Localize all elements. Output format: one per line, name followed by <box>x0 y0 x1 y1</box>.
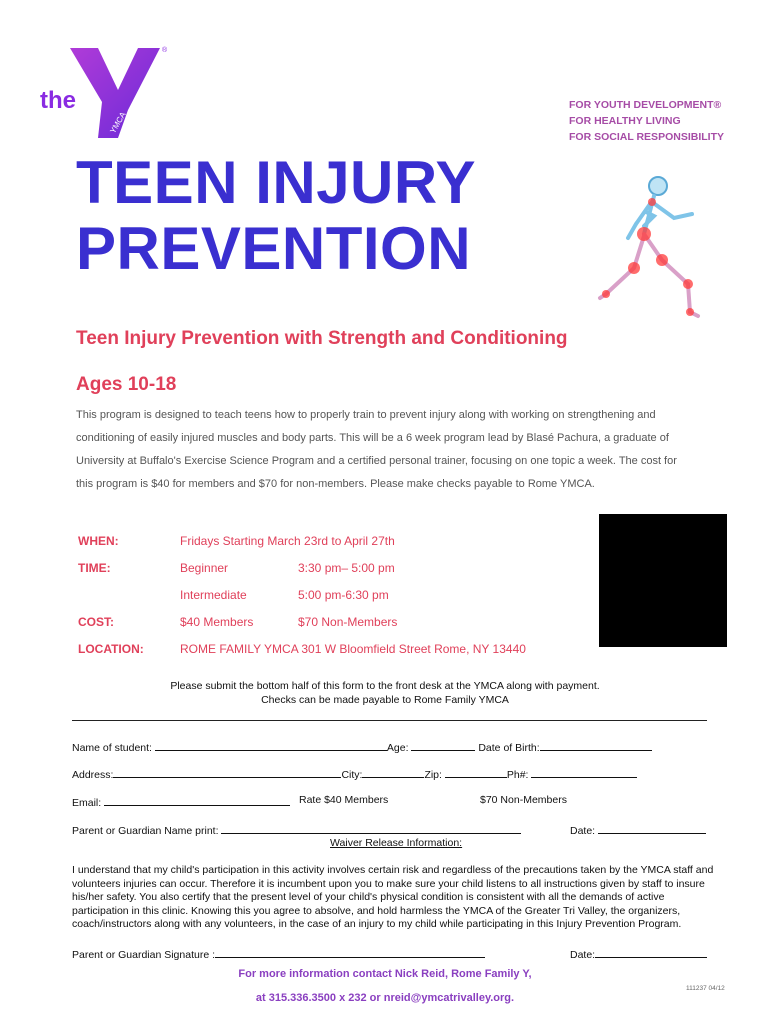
subtitle: Teen Injury Prevention with Strength and Conditioning <box>76 328 568 349</box>
address-field[interactable] <box>113 766 341 778</box>
ymca-logo-icon <box>40 40 180 145</box>
checks-payable: Checks can be made payable to Rome Family YMCA <box>261 694 509 706</box>
when-value: Fridays Starting March 23rd to April 27th <box>180 534 395 548</box>
signature-field[interactable] <box>215 946 485 958</box>
date2-field[interactable] <box>595 946 707 958</box>
logo-sub: YMCA <box>108 110 128 135</box>
location-value: ROME FAMILY YMCA 301 W Bloomfield Street Rome, NY 13440 <box>180 642 526 656</box>
email-field[interactable] <box>104 794 290 806</box>
cost-label: COST: <box>78 615 114 629</box>
divider <box>72 720 707 721</box>
title-line-1: TEEN INJURY <box>76 149 477 216</box>
submit-instructions: Please submit the bottom half of this form to the front desk at the YMCA along with payment. <box>170 680 600 692</box>
city-label: City: <box>341 769 363 781</box>
document-code: 111237 04/12 <box>686 985 725 992</box>
signature-label: Parent or Guardian Signature : <box>72 949 216 961</box>
running-skeleton-icon <box>592 172 720 332</box>
time-label: TIME: <box>78 561 111 575</box>
form-row-date2 <box>570 946 707 961</box>
email-label: Email: <box>72 797 102 809</box>
phone-field[interactable] <box>531 766 637 778</box>
logo-word: the <box>40 87 76 114</box>
zip-label: Zip: <box>424 769 442 781</box>
form-row-address <box>72 766 637 781</box>
title-line-2: PREVENTION <box>76 215 472 282</box>
time-level-beginner: Beginner <box>180 561 229 575</box>
when-label: WHEN: <box>78 534 119 548</box>
date-field[interactable] <box>598 822 706 834</box>
time-value-intermediate: 5:00 pm-6:30 pm <box>298 588 389 602</box>
form-row-name <box>72 739 652 754</box>
tagline-line: FOR YOUTH DEVELOPMENT® <box>569 99 722 111</box>
rate-nonmember[interactable]: $70 Non-Members <box>480 794 567 806</box>
black-image-placeholder <box>599 514 727 647</box>
date2-label: Date: <box>570 949 596 961</box>
name-field[interactable] <box>155 739 387 751</box>
contact-line-2: at 315.336.3500 x 232 or nreid@ymcatrivalley.org. <box>255 992 515 1004</box>
form-row-guardian <box>72 822 521 837</box>
logo-registered: ® <box>162 47 168 54</box>
time-value-beginner: 3:30 pm– 5:00 pm <box>298 561 395 575</box>
form-row-email <box>72 794 290 809</box>
name-label: Name of student: <box>72 742 152 754</box>
address-label: Address: <box>72 769 114 781</box>
waiver-heading: Waiver Release Information: <box>330 837 463 849</box>
page-title <box>76 150 476 282</box>
age-label: Age: <box>386 742 409 754</box>
tagline <box>569 97 724 145</box>
cost-member: $40 Members <box>180 615 254 629</box>
time-level-intermediate: Intermediate <box>180 588 247 602</box>
zip-field[interactable] <box>445 766 507 778</box>
date-label: Date: <box>570 825 596 837</box>
form-row-date <box>570 822 706 837</box>
guardian-label: Parent or Guardian Name print: <box>72 825 219 837</box>
ages-heading: Ages 10-18 <box>76 374 177 395</box>
dob-label: Date of Birth: <box>478 742 540 754</box>
cost-nonmember: $70 Non-Members <box>298 615 398 629</box>
tagline-line: FOR HEALTHY LIVING <box>569 115 681 127</box>
contact-line-1: For more information contact Nick Reid, Rome Family Y, <box>238 968 532 980</box>
rate-member[interactable]: Rate $40 Members <box>299 794 389 806</box>
dob-field[interactable] <box>540 739 652 751</box>
location-label: LOCATION: <box>78 642 144 656</box>
tagline-line: FOR SOCIAL RESPONSIBILITY <box>569 131 724 143</box>
age-field[interactable] <box>411 739 475 751</box>
guardian-name-field[interactable] <box>221 822 521 834</box>
form-row-signature <box>72 946 485 961</box>
waiver-text: I understand that my child's participation in this activity involves certain risk and regardless of the precautions taken by the YMCA staff and volunteers injuries can occur. Therefore it is incumbent upon you to make sure your child listens to all instructions given by staff to insure his/her safety. You also certify that the present level of your child's physical condition is consistent with all the demands of active participation in this clinic. Knowing this you agree to absolve, and hold harmless the YMCA of the Greater Tri Valley, the organizers, coach/instructors along with any volunteers, in the case of an injury to my child while participating in this Injury Prevention Program. <box>72 864 714 930</box>
program-description: This program is designed to teach teens how to properly train to prevent injury along with working on strengthening and conditioning of easily injured muscles and body parts. This will be a 6 week program lead by Blasé Pachura, a graduate of University at Buffalo's Exercise Science Program and a certified personal trainer, focusing on one topic a week. The cost for this program is $40 for members and $70 for non-members. Please make checks payable to Rome YMCA. <box>76 409 677 490</box>
city-field[interactable] <box>362 766 424 778</box>
phone-label: Ph#: <box>506 769 529 781</box>
